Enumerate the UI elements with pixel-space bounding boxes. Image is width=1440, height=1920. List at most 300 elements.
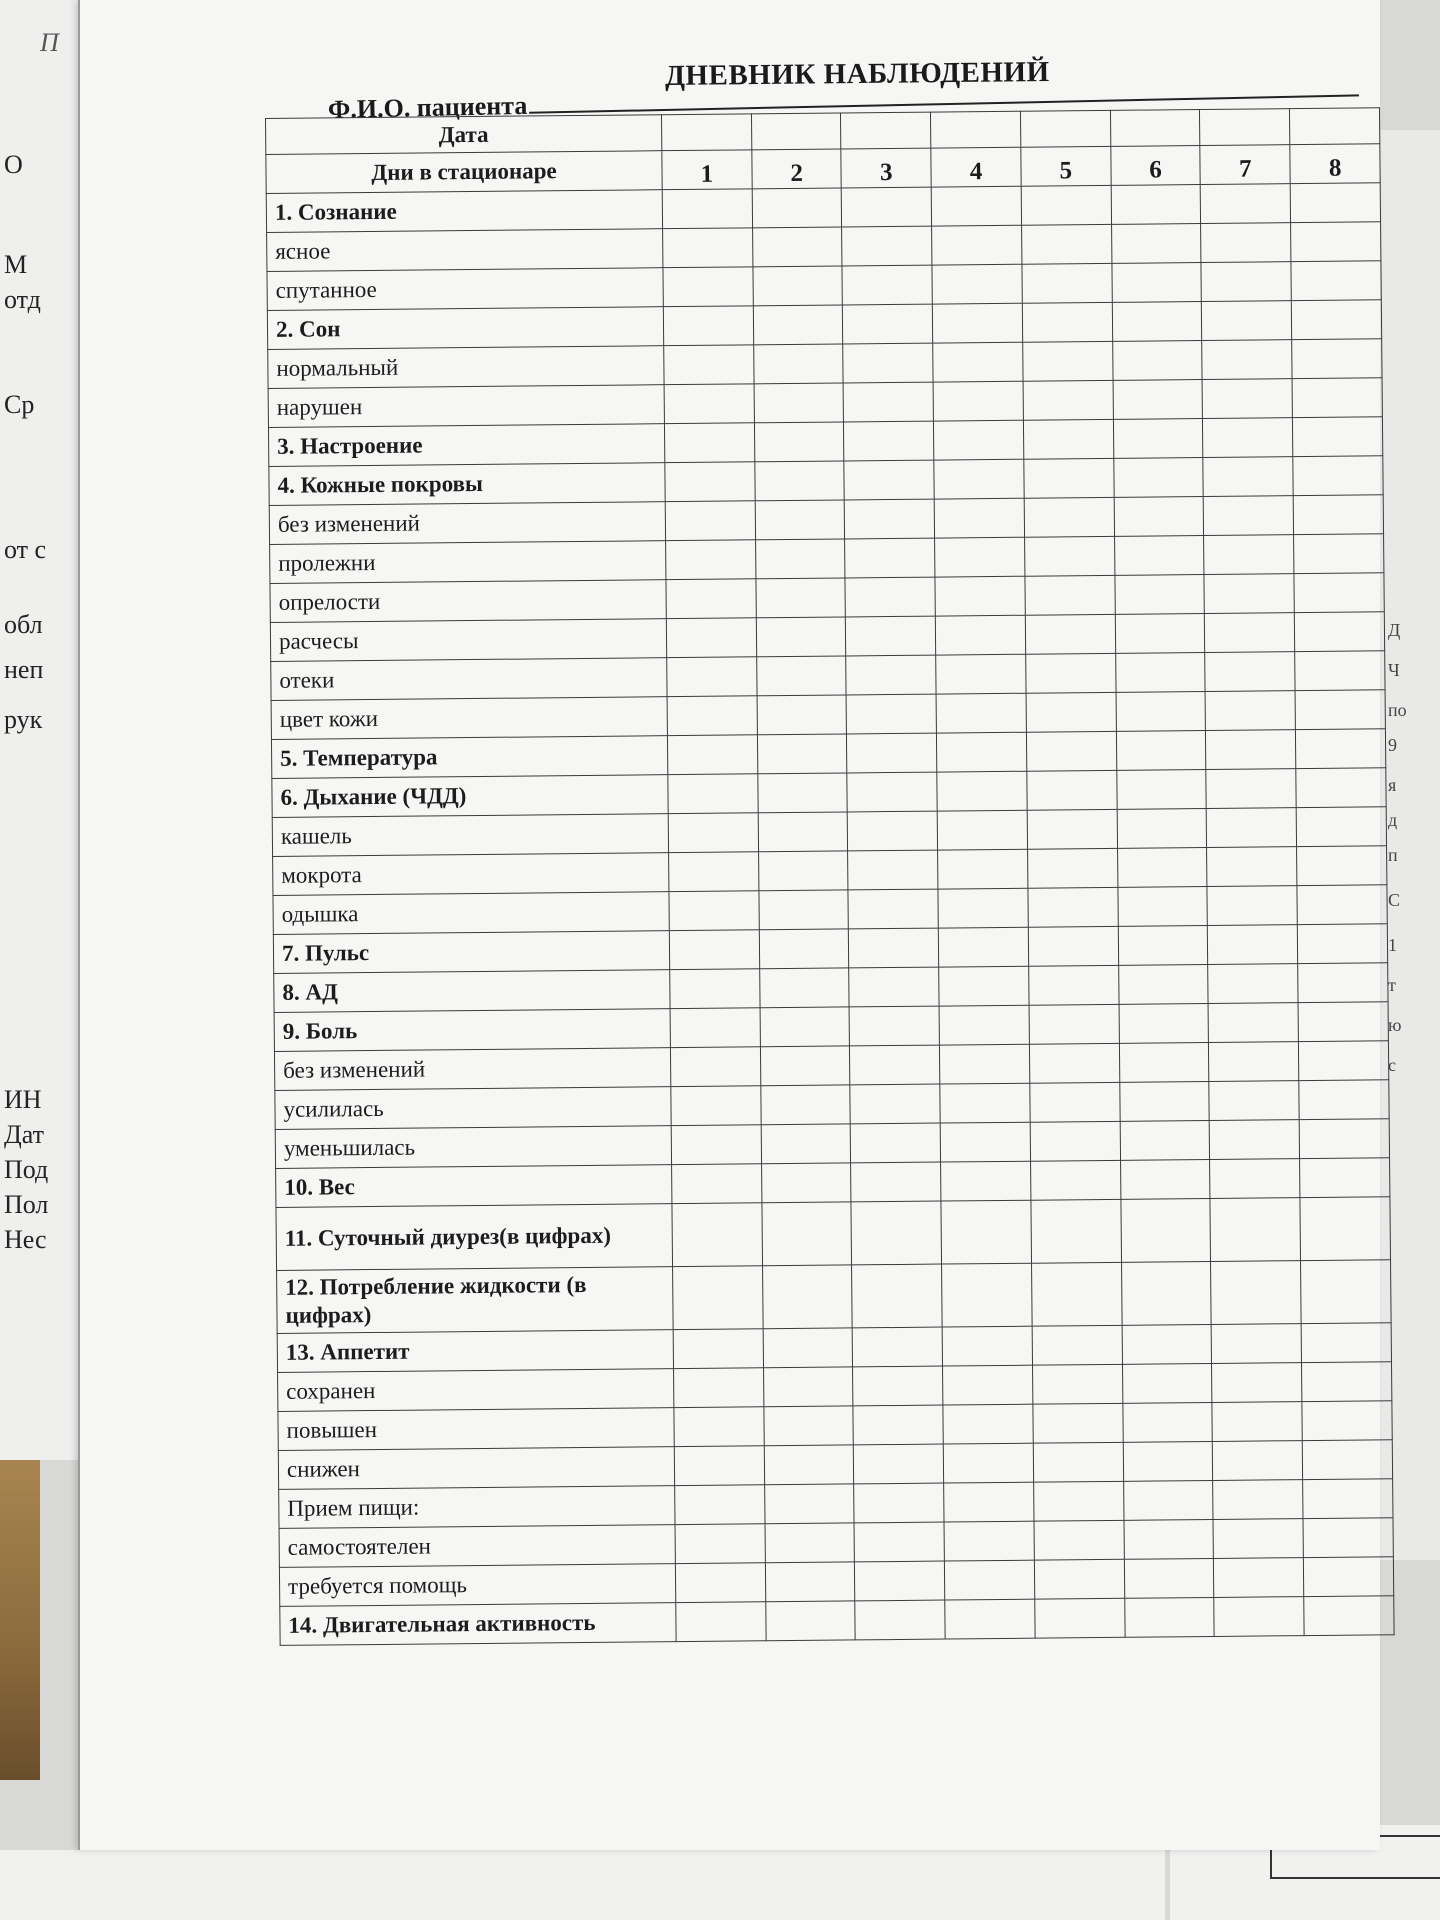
- observation-cell[interactable]: [663, 267, 753, 307]
- observation-cell[interactable]: [940, 1083, 1030, 1123]
- row-label: 5. Температура: [271, 736, 667, 779]
- observation-cell[interactable]: [1029, 965, 1119, 1005]
- observation-cell[interactable]: [1291, 222, 1381, 262]
- observation-cell[interactable]: [933, 303, 1023, 343]
- date-cell[interactable]: [1290, 108, 1380, 145]
- observation-cell[interactable]: [1303, 1518, 1393, 1558]
- observation-cell[interactable]: [758, 773, 848, 813]
- observation-cell[interactable]: [848, 811, 938, 851]
- observation-cell[interactable]: [1023, 380, 1113, 420]
- date-cell[interactable]: [661, 114, 751, 151]
- observation-cell[interactable]: [1303, 1479, 1393, 1519]
- observation-cell[interactable]: [1035, 1598, 1125, 1638]
- observation-cell[interactable]: [675, 1524, 765, 1564]
- observation-cell[interactable]: [1119, 1042, 1209, 1082]
- observation-cell[interactable]: [935, 537, 1025, 577]
- observation-cell[interactable]: [1206, 730, 1296, 770]
- observation-cell[interactable]: [1296, 807, 1386, 847]
- observation-cell[interactable]: [1031, 1262, 1121, 1326]
- observation-cell[interactable]: [842, 226, 932, 266]
- observation-cell[interactable]: [1111, 224, 1201, 264]
- observation-cell[interactable]: [938, 927, 1028, 967]
- observation-cell[interactable]: [1028, 926, 1118, 966]
- observation-cell[interactable]: [1124, 1597, 1214, 1637]
- observation-cell[interactable]: [1213, 1480, 1303, 1520]
- observation-cell[interactable]: [667, 696, 757, 736]
- observation-cell[interactable]: [1209, 1081, 1299, 1121]
- observation-cell[interactable]: [672, 1203, 762, 1267]
- observation-cell[interactable]: [1023, 341, 1113, 381]
- observation-cell[interactable]: [1112, 263, 1202, 303]
- observation-cell[interactable]: [1302, 1362, 1392, 1402]
- observation-cell[interactable]: [842, 265, 932, 305]
- observation-cell[interactable]: [1027, 809, 1117, 849]
- observation-cell[interactable]: [1209, 1042, 1299, 1082]
- observation-cell[interactable]: [670, 969, 760, 1009]
- observation-cell[interactable]: [1211, 1261, 1301, 1325]
- observation-cell[interactable]: [1201, 184, 1291, 224]
- observation-cell[interactable]: [1030, 1160, 1120, 1200]
- observation-cell[interactable]: [849, 1006, 939, 1046]
- date-cell[interactable]: [1110, 110, 1200, 147]
- observation-cell[interactable]: [669, 852, 759, 892]
- observation-cell[interactable]: [1119, 1003, 1209, 1043]
- observation-cell[interactable]: [670, 1047, 760, 1087]
- observation-cell[interactable]: [758, 812, 848, 852]
- observation-cell[interactable]: [669, 930, 759, 970]
- observation-cell[interactable]: [1205, 613, 1295, 653]
- observation-cell[interactable]: [669, 891, 759, 931]
- observation-cell[interactable]: [666, 579, 756, 619]
- observation-cell[interactable]: [665, 462, 755, 502]
- observation-cell[interactable]: [1291, 300, 1381, 340]
- observation-cell[interactable]: [1202, 301, 1292, 341]
- date-cell[interactable]: [1200, 109, 1290, 146]
- observation-cell[interactable]: [1122, 1363, 1212, 1403]
- observation-cell[interactable]: [664, 345, 754, 385]
- observation-cell[interactable]: [1213, 1441, 1303, 1481]
- observation-cell[interactable]: [1294, 573, 1384, 613]
- observation-cell[interactable]: [1112, 341, 1202, 381]
- observation-cell[interactable]: [673, 1329, 763, 1369]
- observation-cell[interactable]: [941, 1161, 1031, 1201]
- observation-cell[interactable]: [673, 1368, 763, 1408]
- observation-cell[interactable]: [1207, 808, 1297, 848]
- date-cell[interactable]: [931, 111, 1021, 148]
- observation-cell[interactable]: [1294, 612, 1384, 652]
- observation-cell[interactable]: [1214, 1558, 1304, 1598]
- observation-cell[interactable]: [936, 693, 1026, 733]
- observation-cell[interactable]: [760, 1007, 850, 1047]
- observation-cell[interactable]: [945, 1599, 1035, 1639]
- observation-cell[interactable]: [1301, 1323, 1391, 1363]
- observation-cell[interactable]: [1120, 1120, 1210, 1160]
- observation-cell[interactable]: [1297, 846, 1387, 886]
- observation-cell[interactable]: [937, 732, 1027, 772]
- background-text-fragment: Ч: [1388, 660, 1400, 680]
- observation-cell[interactable]: [1021, 185, 1111, 225]
- observation-cell[interactable]: [670, 1008, 760, 1048]
- observation-cell[interactable]: [854, 1444, 944, 1484]
- observation-cell[interactable]: [752, 188, 842, 228]
- observation-cell[interactable]: [1293, 495, 1383, 535]
- observation-cell[interactable]: [1025, 575, 1115, 615]
- observation-cell[interactable]: [671, 1125, 761, 1165]
- observation-cell[interactable]: [936, 654, 1026, 694]
- observation-cell[interactable]: [1026, 731, 1116, 771]
- observation-cell[interactable]: [1204, 535, 1294, 575]
- observation-cell[interactable]: [1022, 302, 1112, 342]
- observation-cell[interactable]: [759, 968, 849, 1008]
- observation-cell[interactable]: [761, 1124, 851, 1164]
- observation-cell[interactable]: [1208, 925, 1298, 965]
- observation-cell[interactable]: [1123, 1441, 1213, 1481]
- observation-cell[interactable]: [1208, 1003, 1298, 1043]
- observation-cell[interactable]: [1115, 575, 1205, 615]
- observation-cell[interactable]: [762, 1265, 852, 1329]
- observation-cell[interactable]: [1116, 691, 1206, 731]
- observation-cell[interactable]: [1302, 1401, 1392, 1441]
- observation-cell[interactable]: [1123, 1480, 1213, 1520]
- observation-cell[interactable]: [1206, 769, 1296, 809]
- observation-cell[interactable]: [1033, 1403, 1123, 1443]
- observation-cell[interactable]: [764, 1406, 854, 1446]
- observation-cell[interactable]: [1202, 340, 1292, 380]
- observation-cell[interactable]: [1030, 1082, 1120, 1122]
- observation-cell[interactable]: [932, 264, 1022, 304]
- observation-cell[interactable]: [765, 1523, 855, 1563]
- observation-cell[interactable]: [764, 1484, 854, 1524]
- observation-cell[interactable]: [663, 228, 753, 268]
- observation-cell[interactable]: [757, 734, 847, 774]
- observation-cell[interactable]: [1115, 614, 1205, 654]
- observation-cell[interactable]: [942, 1326, 1032, 1366]
- observation-cell[interactable]: [761, 1163, 851, 1203]
- observation-cell[interactable]: [759, 890, 849, 930]
- observation-cell[interactable]: [667, 735, 757, 775]
- observation-cell[interactable]: [1034, 1520, 1124, 1560]
- observation-cell[interactable]: [765, 1601, 855, 1641]
- observation-cell[interactable]: [676, 1602, 766, 1642]
- observation-cell[interactable]: [852, 1264, 942, 1328]
- observation-cell[interactable]: [1022, 224, 1112, 264]
- observation-cell[interactable]: [756, 656, 846, 696]
- observation-cell[interactable]: [1210, 1159, 1300, 1199]
- observation-cell[interactable]: [940, 1044, 1030, 1084]
- observation-cell[interactable]: [1111, 185, 1201, 225]
- observation-cell[interactable]: [667, 657, 757, 697]
- observation-cell[interactable]: [664, 384, 754, 424]
- observation-cell[interactable]: [1112, 302, 1202, 342]
- observation-cell[interactable]: [1030, 1121, 1120, 1161]
- observation-cell[interactable]: [1207, 847, 1297, 887]
- observation-cell[interactable]: [1116, 730, 1206, 770]
- observation-cell[interactable]: [1201, 262, 1291, 302]
- observation-cell[interactable]: [753, 344, 843, 384]
- observation-cell[interactable]: [933, 342, 1023, 382]
- observation-cell[interactable]: [1118, 964, 1208, 1004]
- observation-cell[interactable]: [1210, 1198, 1300, 1262]
- observation-cell[interactable]: [1210, 1120, 1300, 1160]
- observation-cell[interactable]: [1212, 1324, 1302, 1364]
- observation-cell[interactable]: [854, 1483, 944, 1523]
- observation-cell[interactable]: [845, 577, 935, 617]
- observation-cell[interactable]: [1212, 1402, 1302, 1442]
- observation-cell[interactable]: [753, 305, 843, 345]
- observation-cell[interactable]: [1122, 1324, 1212, 1364]
- observation-cell[interactable]: [672, 1266, 762, 1330]
- observation-cell[interactable]: [842, 187, 932, 227]
- observation-cell[interactable]: [675, 1563, 765, 1603]
- observation-cell[interactable]: [847, 772, 937, 812]
- observation-cell[interactable]: [1115, 653, 1205, 693]
- observation-cell[interactable]: [847, 694, 937, 734]
- observation-cell[interactable]: [845, 538, 935, 578]
- observation-cell[interactable]: [1298, 963, 1388, 1003]
- observation-cell[interactable]: [666, 540, 756, 580]
- observation-cell[interactable]: [1033, 1442, 1123, 1482]
- observation-cell[interactable]: [1203, 457, 1293, 497]
- observation-cell[interactable]: [849, 967, 939, 1007]
- observation-cell[interactable]: [671, 1086, 761, 1126]
- observation-cell[interactable]: [1202, 379, 1292, 419]
- observation-cell[interactable]: [940, 1122, 1030, 1162]
- observation-cell[interactable]: [1031, 1199, 1121, 1263]
- observation-cell[interactable]: [850, 1084, 940, 1124]
- observation-cell[interactable]: [1304, 1596, 1394, 1636]
- observation-cell[interactable]: [944, 1521, 1034, 1561]
- observation-cell[interactable]: [674, 1407, 764, 1447]
- date-cell[interactable]: [751, 113, 841, 150]
- observation-cell[interactable]: [1027, 770, 1117, 810]
- observation-cell[interactable]: [1118, 886, 1208, 926]
- observation-cell[interactable]: [1292, 378, 1382, 418]
- observation-cell[interactable]: [854, 1522, 944, 1562]
- observation-cell[interactable]: [1293, 417, 1383, 457]
- observation-cell[interactable]: [1029, 1004, 1119, 1044]
- observation-cell[interactable]: [1029, 1043, 1119, 1083]
- observation-cell[interactable]: [855, 1561, 945, 1601]
- observation-cell[interactable]: [939, 1005, 1029, 1045]
- observation-cell[interactable]: [853, 1366, 943, 1406]
- observation-cell[interactable]: [1214, 1597, 1304, 1637]
- observation-cell[interactable]: [1299, 1041, 1389, 1081]
- observation-cell[interactable]: [1208, 964, 1298, 1004]
- observation-cell[interactable]: [760, 1046, 850, 1086]
- observation-cell[interactable]: [843, 343, 933, 383]
- observation-cell[interactable]: [1301, 1260, 1391, 1324]
- observation-cell[interactable]: [851, 1123, 941, 1163]
- observation-cell[interactable]: [666, 618, 756, 658]
- observation-cell[interactable]: [665, 501, 755, 541]
- observation-cell[interactable]: [855, 1600, 945, 1640]
- observation-cell[interactable]: [753, 266, 843, 306]
- observation-cell[interactable]: [844, 421, 934, 461]
- observation-cell[interactable]: [1117, 847, 1207, 887]
- observation-cell[interactable]: [1026, 653, 1116, 693]
- observation-cell[interactable]: [1024, 536, 1114, 576]
- observation-cell[interactable]: [1023, 419, 1113, 459]
- observation-cell[interactable]: [1293, 456, 1383, 496]
- observation-cell[interactable]: [1034, 1481, 1124, 1521]
- observation-cell[interactable]: [1296, 729, 1386, 769]
- observation-cell[interactable]: [943, 1404, 1033, 1444]
- observation-cell[interactable]: [931, 186, 1021, 226]
- observation-cell[interactable]: [939, 966, 1029, 1006]
- observation-cell[interactable]: [1022, 263, 1112, 303]
- date-cell[interactable]: [1020, 110, 1110, 147]
- observation-cell[interactable]: [844, 460, 934, 500]
- observation-cell[interactable]: [848, 889, 938, 929]
- observation-cell[interactable]: [935, 576, 1025, 616]
- observation-cell[interactable]: [1207, 886, 1297, 926]
- observation-cell[interactable]: [1299, 1119, 1389, 1159]
- observation-cell[interactable]: [941, 1200, 1031, 1264]
- observation-cell[interactable]: [752, 227, 842, 267]
- observation-cell[interactable]: [756, 578, 846, 618]
- observation-cell[interactable]: [1201, 223, 1291, 263]
- observation-cell[interactable]: [943, 1443, 1033, 1483]
- observation-cell[interactable]: [1032, 1325, 1122, 1365]
- observation-cell[interactable]: [843, 304, 933, 344]
- observation-cell[interactable]: [762, 1202, 852, 1266]
- observation-cell[interactable]: [763, 1328, 853, 1368]
- observation-cell[interactable]: [756, 617, 846, 657]
- observation-cell[interactable]: [1295, 651, 1385, 691]
- observation-cell[interactable]: [846, 616, 936, 656]
- observation-cell[interactable]: [849, 928, 939, 968]
- observation-cell[interactable]: [1032, 1364, 1122, 1404]
- observation-cell[interactable]: [853, 1327, 943, 1367]
- observation-cell[interactable]: [1295, 690, 1385, 730]
- observation-cell[interactable]: [1124, 1558, 1214, 1598]
- observation-cell[interactable]: [664, 423, 754, 463]
- observation-cell[interactable]: [675, 1485, 765, 1525]
- observation-cell[interactable]: [1114, 497, 1204, 537]
- observation-cell[interactable]: [755, 461, 845, 501]
- observation-cell[interactable]: [1297, 885, 1387, 925]
- observation-cell[interactable]: [1027, 848, 1117, 888]
- observation-cell[interactable]: [754, 422, 844, 462]
- observation-cell[interactable]: [853, 1405, 943, 1445]
- observation-cell[interactable]: [758, 851, 848, 891]
- observation-cell[interactable]: [1203, 418, 1293, 458]
- observation-cell[interactable]: [1213, 1519, 1303, 1559]
- observation-cell[interactable]: [1113, 419, 1203, 459]
- observation-cell[interactable]: [844, 382, 934, 422]
- observation-cell[interactable]: [845, 499, 935, 539]
- observation-cell[interactable]: [755, 500, 845, 540]
- observation-cell[interactable]: [1297, 924, 1387, 964]
- observation-cell[interactable]: [850, 1045, 940, 1085]
- observation-cell[interactable]: [1121, 1261, 1211, 1325]
- observation-cell[interactable]: [668, 813, 758, 853]
- observation-cell[interactable]: [1028, 887, 1118, 927]
- observation-cell[interactable]: [1120, 1159, 1210, 1199]
- observation-cell[interactable]: [934, 420, 1024, 460]
- observation-cell[interactable]: [935, 615, 1025, 655]
- observation-cell[interactable]: [1304, 1557, 1394, 1597]
- observation-cell[interactable]: [944, 1482, 1034, 1522]
- observation-cell[interactable]: [672, 1164, 762, 1204]
- observation-cell[interactable]: [668, 774, 758, 814]
- observation-cell[interactable]: [674, 1446, 764, 1486]
- observation-cell[interactable]: [937, 810, 1027, 850]
- observation-cell[interactable]: [763, 1367, 853, 1407]
- observation-cell[interactable]: [663, 306, 753, 346]
- observation-cell[interactable]: [943, 1365, 1033, 1405]
- observation-cell[interactable]: [1290, 183, 1380, 223]
- observation-cell[interactable]: [1119, 1081, 1209, 1121]
- observation-cell[interactable]: [1116, 769, 1206, 809]
- observation-cell[interactable]: [1123, 1402, 1213, 1442]
- observation-cell[interactable]: [932, 225, 1022, 265]
- observation-cell[interactable]: [851, 1201, 941, 1265]
- observation-cell[interactable]: [1204, 574, 1294, 614]
- observation-cell[interactable]: [938, 888, 1028, 928]
- date-cell[interactable]: [841, 112, 931, 149]
- observation-cell[interactable]: [761, 1085, 851, 1125]
- observation-cell[interactable]: [1212, 1363, 1302, 1403]
- observation-cell[interactable]: [1300, 1197, 1390, 1261]
- observation-cell[interactable]: [1299, 1080, 1389, 1120]
- observation-cell[interactable]: [1302, 1440, 1392, 1480]
- observation-cell[interactable]: [846, 655, 936, 695]
- observation-cell[interactable]: [933, 381, 1023, 421]
- observation-cell[interactable]: [757, 695, 847, 735]
- observation-cell[interactable]: [1296, 768, 1386, 808]
- observation-cell[interactable]: [847, 733, 937, 773]
- observation-cell[interactable]: [1205, 652, 1295, 692]
- observation-cell[interactable]: [1292, 339, 1382, 379]
- observation-cell[interactable]: [938, 849, 1028, 889]
- observation-cell[interactable]: [1113, 458, 1203, 498]
- observation-cell[interactable]: [1205, 691, 1295, 731]
- observation-cell[interactable]: [662, 189, 752, 229]
- observation-cell[interactable]: [1024, 497, 1114, 537]
- observation-cell[interactable]: [937, 771, 1027, 811]
- observation-cell[interactable]: [1117, 808, 1207, 848]
- row-label: 13. Аппетит: [277, 1330, 673, 1373]
- observation-cell[interactable]: [1204, 496, 1294, 536]
- observation-cell[interactable]: [1294, 534, 1384, 574]
- observation-cell[interactable]: [934, 498, 1024, 538]
- observation-cell[interactable]: [765, 1562, 855, 1602]
- observation-cell[interactable]: [1025, 614, 1115, 654]
- observation-cell[interactable]: [764, 1445, 854, 1485]
- observation-cell[interactable]: [1026, 692, 1116, 732]
- observation-cell[interactable]: [934, 459, 1024, 499]
- observation-cell[interactable]: [1113, 380, 1203, 420]
- observation-cell[interactable]: [1300, 1158, 1390, 1198]
- observation-cell[interactable]: [848, 850, 938, 890]
- observation-cell[interactable]: [1024, 458, 1114, 498]
- observation-cell[interactable]: [1298, 1002, 1388, 1042]
- observation-cell[interactable]: [755, 539, 845, 579]
- observation-cell[interactable]: [851, 1162, 941, 1202]
- observation-cell[interactable]: [945, 1560, 1035, 1600]
- observation-cell[interactable]: [759, 929, 849, 969]
- observation-cell[interactable]: [1291, 261, 1381, 301]
- observation-cell[interactable]: [942, 1263, 1032, 1327]
- observation-cell[interactable]: [754, 383, 844, 423]
- observation-cell[interactable]: [1034, 1559, 1124, 1599]
- observation-cell[interactable]: [1118, 925, 1208, 965]
- observation-cell[interactable]: [1124, 1519, 1214, 1559]
- observation-sheet: [78, 0, 1380, 1850]
- observation-cell[interactable]: [1121, 1198, 1211, 1262]
- observation-cell[interactable]: [1114, 536, 1204, 576]
